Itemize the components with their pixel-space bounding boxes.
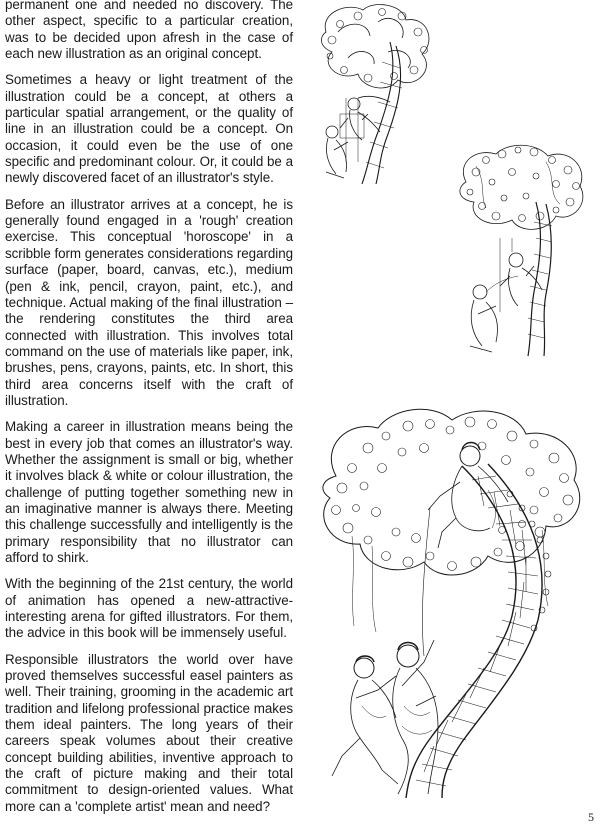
- paragraph-1: permanent one and needed no discovery. The other aspect, specific to a particular creation, was to be decided upon afresh in the case of each new illustration as an original concept.: [5, 0, 293, 62]
- paragraph-3: Before an illustrator arrives at a concept, he is generally found engaged in a 'rough' creation exercise. This conceptual 'horoscope' in a scribble form generates considerations regarding surface (paper, board, canvas, etc.), medium (pen & ink, pencil, crayon, paint, etc.), and technique. Actual making of the final illustration – the rendering constitutes the third area connected with illustration. This involves total command on the use of materials like paper, ink, brushes, pens, crayons, paints, etc. In short, this third area concerns itself with the craft of illustration.: [5, 196, 293, 408]
- paragraph-6: Responsible illustrators the world over have proved themselves successful easel painters as well. Their training, grooming in the academic art tradition and lifelong professional practice makes them ideal painters. The long years of their careers speak volumes about their creative concept building abilities, inventive approach to the craft of picture making and their total commitment to design-oriented values. What more can a 'complete artist' mean and need?: [5, 651, 293, 814]
- illustration-final-rendering: [312, 406, 590, 798]
- page-number: 5: [588, 810, 594, 824]
- paragraph-5: With the beginning of the 21st century, the world of animation has opened a new-attractive-interesting arena for gifted illustrators. For them, the advice in this book will be immensely useful.: [5, 576, 293, 641]
- paragraph-4: Making a career in illustration means being the best in every job that comes an illustrator's way. Whether the assignment is small or big, whether it involves black & white or colour illustration, the challenge of putting together something new in an imaginative manner is always there. Meeting this challenge successfully and intelligently is the primary responsibility that no illustrator can afford to shirk.: [5, 419, 293, 565]
- illustration-rough-sketch: [318, 2, 440, 187]
- body-text-column: [5, 0, 293, 825]
- illustration-refined-sketch: [456, 142, 590, 358]
- paragraph-2: Sometimes a heavy or light treatment of the illustration could be a concept, at others a particular spatial arrangement, or the quality of line in an illustration could be a concept. On occasion, it could even be the use of one specific and predominant colour. Or, it could be a newly discovered facet of an illustrator's style.: [5, 72, 293, 186]
